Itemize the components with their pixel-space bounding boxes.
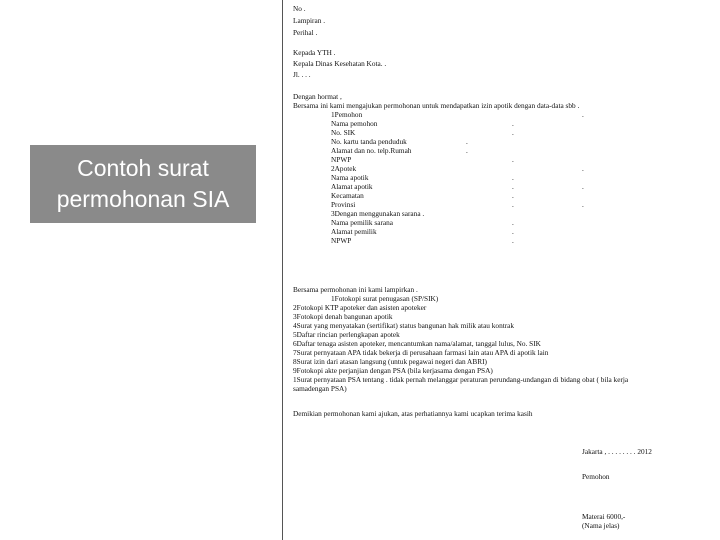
vertical-divider-line bbox=[282, 0, 283, 540]
field-value: . bbox=[512, 173, 514, 182]
header-lampiran: Lampiran . bbox=[293, 16, 326, 25]
addressee-line: Kepala Dinas Kesehatan Kota. . bbox=[293, 59, 387, 68]
field-value: . bbox=[512, 182, 514, 191]
intro-text: Bersama ini kami mengajukan permohonan untuk mendapatkan izin apotik dengan data-data sbb . bbox=[293, 101, 580, 110]
attachment-item: 8Surat izin dari atasan langsung (untuk pegawai negeri dan ABRI) bbox=[293, 357, 487, 366]
attachment-intro: Bersama permohonan ini kami lampirkan . bbox=[293, 285, 418, 294]
field-label: Nama pemohon bbox=[331, 119, 378, 128]
attachment-item: 1Fotokopi surat penugasan (SP/SIK) bbox=[331, 294, 439, 303]
field-label: Alamat pemilik bbox=[331, 227, 377, 236]
attachment-item: 5Daftar rincian perlengkapan apotek bbox=[293, 330, 400, 339]
addressee-line: Jl. . . . bbox=[293, 70, 311, 79]
attachment-item: 2Fotokopi KTP apoteker dan asisten apoteker bbox=[293, 303, 427, 312]
greeting: Dengan hormat , bbox=[293, 92, 342, 101]
field-label: Nama apotik bbox=[331, 173, 369, 182]
field-label: Provinsi bbox=[331, 200, 356, 209]
attachment-item: samadengan PSA) bbox=[293, 384, 347, 393]
field-label: No. SIK bbox=[331, 128, 356, 137]
attachment-item: 4Surat yang menyatakan (sertifikat) status bangunan hak milik atau kontrak bbox=[293, 321, 515, 330]
field-value-extra: . bbox=[582, 182, 584, 191]
field-label: NPWP bbox=[331, 236, 352, 245]
attachment-item: 7Surat pernyataan APA tidak bekerja di perusahaan farmasi lain atau APA di apotik lain bbox=[293, 348, 549, 357]
field-label: 2Apotek bbox=[331, 164, 357, 173]
field-value: . bbox=[512, 119, 514, 128]
field-label: Alamat dan no. telp.Rumah bbox=[331, 146, 412, 155]
field-value-extra: . bbox=[582, 164, 584, 173]
field-value-extra: . bbox=[582, 110, 584, 119]
field-value: . bbox=[512, 191, 514, 200]
field-value: . bbox=[512, 155, 514, 164]
field-value: . bbox=[512, 128, 514, 137]
date-line: Jakarta , . . . . . . . . 2012 bbox=[582, 447, 652, 456]
attachment-item: 3Fotokopi denah bangunan apotik bbox=[293, 312, 393, 321]
field-value: . bbox=[512, 236, 514, 245]
slide-title-box bbox=[30, 145, 256, 223]
addressee-line: Kepada YTH . bbox=[293, 48, 336, 57]
attachment-item: 1Surat pernyataan PSA tentang . tidak pernah melanggar peraturan perundang-undangan di bidang obat ( bila kerja bbox=[293, 375, 629, 384]
header-no: No . bbox=[293, 4, 306, 13]
attachment-item: 9Fotokopi akte perjanjian dengan PSA (bila kerjasama dengan PSA) bbox=[293, 366, 493, 375]
attachment-item: 6Daftar tenaga asisten apoteker, mencantumkan nama/alamat, tanggal lulus, No. SIK bbox=[293, 339, 541, 348]
field-label: NPWP bbox=[331, 155, 352, 164]
header-perihal: Perihal . bbox=[293, 28, 318, 37]
field-label: 3Dengan menggunakan sarana . bbox=[331, 209, 425, 218]
closing-text: Demikian permohonan kami ajukan, atas perhatiannya kami ucapkan terima kasih bbox=[293, 409, 533, 418]
field-value: . bbox=[466, 137, 468, 146]
signer-name: (Nama jelas) bbox=[582, 521, 620, 530]
field-value: . bbox=[512, 200, 514, 209]
field-label: Nama pemilik sarana bbox=[331, 218, 393, 227]
field-value: . bbox=[512, 227, 514, 236]
field-label: 1Pemohon bbox=[331, 110, 363, 119]
field-label: No. kartu tanda penduduk bbox=[331, 137, 407, 146]
field-value-extra: . bbox=[582, 200, 584, 209]
field-value: . bbox=[466, 146, 468, 155]
slide-title: Contoh surat permohonan SIA bbox=[56, 155, 230, 212]
field-label: Alamat apotik bbox=[331, 182, 373, 191]
field-label: Kecamatan bbox=[331, 191, 364, 200]
field-value: . bbox=[512, 218, 514, 227]
stamp-duty-text: Materai 6000,- bbox=[582, 512, 626, 521]
signer-role: Pemohon bbox=[582, 472, 610, 481]
